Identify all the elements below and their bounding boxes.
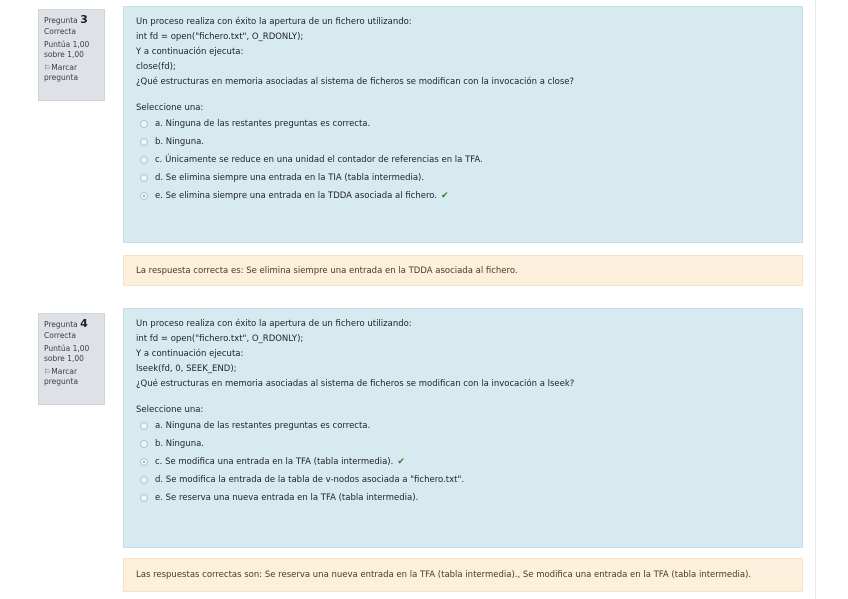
answer-option-d[interactable] [136,169,790,187]
answer-option-d[interactable] [136,471,790,489]
radio-button[interactable] [140,476,148,484]
answer-option-b[interactable] [136,133,790,151]
question-grade: Puntúa 1,00 sobre 1,00 [44,40,90,59]
flag-question-label: Marcar pregunta [44,63,79,82]
flag-question-label: Marcar pregunta [44,367,79,386]
content-right-border [815,0,816,599]
question-text-line: ¿Qué estructuras en memoria asociadas al sistema de ficheros se modifican con la invocación a close? [136,77,575,87]
radio-button[interactable] [140,120,148,128]
answer-option-c[interactable] [136,151,790,169]
answer-option-label: d. Se elimina siempre una entrada en la TIA (tabla intermedia). [155,173,425,183]
flag-question-link[interactable] [44,367,99,387]
answer-option-label: e. Se elimina siempre una entrada en la TDDA asociada al fichero. [155,191,438,201]
question-text-line: Un proceso realiza con éxito la apertura de un fichero utilizando: [136,17,412,27]
question-number-value: 3 [80,13,88,26]
answer-option-label: c. Se modifica una entrada en la TFA (tabla intermedia). [155,457,394,467]
answer-option-a[interactable] [136,115,790,133]
answer-option-c[interactable] [136,453,790,471]
question-grade: Puntúa 1,00 sobre 1,00 [44,344,90,363]
radio-button[interactable] [140,156,148,164]
question-feedback-4 [123,558,803,592]
correct-answer-text: Las respuestas correctas son: Se reserva una nueva entrada en la TFA (tabla intermedia)., Se modifica una entrada en la TFA (tabla intermedia). [136,570,752,580]
question-text-line: lseek(fd, 0, SEEK_END); [136,364,237,374]
question-number [44,318,99,331]
flag-icon: ⚐ [44,64,51,72]
answer-option-label: a. Ninguna de las restantes preguntas es correcta. [155,119,371,129]
question-feedback-3 [123,255,803,286]
question-text-line: ¿Qué estructuras en memoria asociadas al sistema de ficheros se modifican con la invocación a lseek? [136,379,575,389]
radio-button-selected[interactable] [140,192,148,200]
check-icon: ✔ [441,191,449,201]
question-label: Pregunta [44,16,78,25]
radio-button-selected[interactable] [140,458,148,466]
question-state: Correcta [44,331,76,340]
answer-option-label: c. Únicamente se reduce en una unidad el contador de referencias en la TFA. [155,155,483,165]
radio-button[interactable] [140,422,148,430]
radio-button[interactable] [140,440,148,448]
flag-icon: ⚐ [44,368,51,376]
answer-option-a[interactable] [136,417,790,435]
answer-option-label: d. Se modifica la entrada de la tabla de v-nodos asociada a "fichero.txt". [155,475,465,485]
radio-button[interactable] [140,494,148,502]
answer-prompt: Seleccione una: [136,103,204,113]
radio-button[interactable] [140,174,148,182]
question-number [44,14,99,27]
flag-question-link[interactable] [44,63,99,83]
question-label: Pregunta [44,320,78,329]
question-info-4 [38,313,105,405]
question-state: Correcta [44,27,76,36]
answer-option-label: e. Se reserva una nueva entrada en la TFA (tabla intermedia). [155,493,419,503]
question-text-line: int fd = open("fichero.txt", O_RDONLY); [136,334,304,344]
answer-option-label: b. Ninguna. [155,137,204,147]
question-info-3 [38,9,105,101]
question-text-line: close(fd); [136,62,176,72]
answer-option-label: b. Ninguna. [155,439,204,449]
correct-answer-text: La respuesta correcta es: Se elimina siempre una entrada en la TDDA asociada al fichero. [136,265,518,276]
question-formulation-3 [123,6,803,243]
question-text-line: Un proceso realiza con éxito la apertura de un fichero utilizando: [136,319,412,329]
answer-option-b[interactable] [136,435,790,453]
question-text-line: Y a continuación ejecuta: [136,47,244,57]
answer-option-label: a. Ninguna de las restantes preguntas es correcta. [155,421,371,431]
question-text-line: int fd = open("fichero.txt", O_RDONLY); [136,32,304,42]
question-number-value: 4 [80,317,88,330]
answer-option-e[interactable] [136,489,790,507]
answer-option-e[interactable] [136,187,790,205]
answer-prompt: Seleccione una: [136,405,204,415]
question-formulation-4 [123,308,803,548]
check-icon: ✔ [397,457,405,467]
question-text-line: Y a continuación ejecuta: [136,349,244,359]
radio-button[interactable] [140,138,148,146]
